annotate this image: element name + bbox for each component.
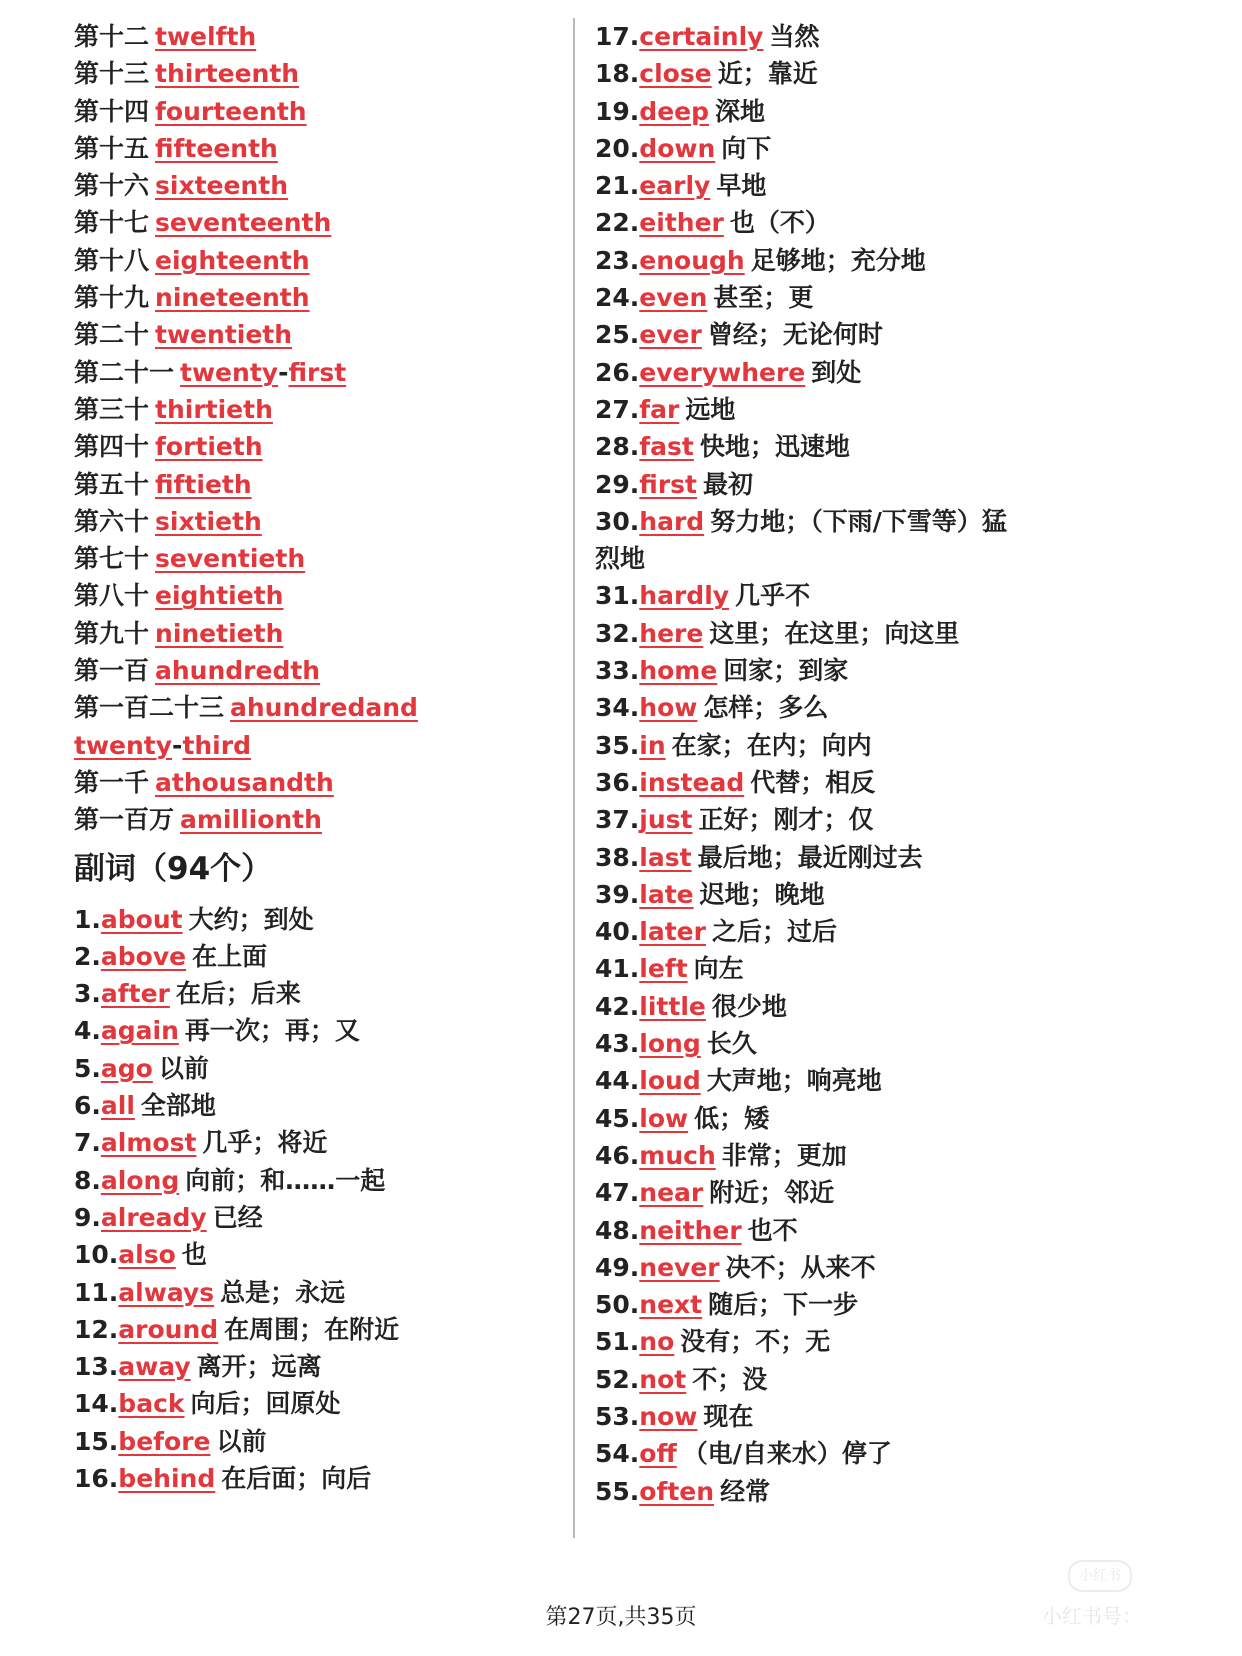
- english-term: again: [100, 1016, 179, 1046]
- english-term: thirtieth: [155, 394, 273, 424]
- ordinal-row: [74, 130, 544, 167]
- item-number: 51.: [595, 1327, 640, 1357]
- english-term: how: [639, 693, 698, 723]
- english-term: next: [639, 1290, 703, 1320]
- english-term: before: [118, 1426, 211, 1456]
- item-number: 35.: [595, 730, 640, 760]
- item-number: 31.: [595, 581, 640, 611]
- english-term: around: [118, 1314, 219, 1344]
- item-number: 48.: [595, 1215, 640, 1245]
- adverb-row: [74, 1124, 544, 1161]
- english-term: back: [118, 1389, 185, 1419]
- adverb-row: [595, 466, 1155, 503]
- chinese-meaning: 曾经；无论何时: [707, 320, 883, 350]
- ordinal-row: [74, 55, 544, 92]
- adverb-row: [595, 839, 1155, 876]
- chinese-term: 第一百: [74, 656, 150, 686]
- chinese-meaning: 经常: [720, 1476, 771, 1506]
- chinese-meaning: 迟地；晚地: [699, 879, 825, 909]
- english-term: along: [100, 1165, 180, 1195]
- item-number: 12.: [74, 1314, 119, 1344]
- chinese-meaning: 现在: [703, 1401, 754, 1431]
- chinese-meaning: 到处: [811, 357, 862, 387]
- english-term: low: [639, 1103, 689, 1133]
- adverb-row: [74, 1274, 544, 1311]
- english-term: seventeenth: [155, 208, 332, 238]
- chinese-meaning: 快地；迅速地: [699, 432, 850, 462]
- item-number: 4.: [74, 1016, 101, 1046]
- item-number: 37.: [595, 805, 640, 835]
- english-term: almost: [100, 1128, 197, 1158]
- chinese-term: 第八十: [74, 581, 150, 611]
- chinese-term: 第二十: [74, 320, 150, 350]
- section-heading: 副词（94个）: [74, 850, 273, 887]
- chinese-term: 第二十一: [74, 357, 175, 387]
- item-number: 22.: [595, 208, 640, 238]
- adverb-row: [595, 1286, 1155, 1323]
- english-term: also: [118, 1240, 176, 1270]
- item-number: 32.: [595, 618, 640, 648]
- chinese-meaning: 在家；在内；向内: [671, 730, 872, 760]
- chinese-meaning: 最后地；最近刚过去: [697, 842, 923, 872]
- english-term: first: [639, 469, 697, 499]
- english-term: hardly: [639, 581, 730, 611]
- english-term: fortieth: [155, 432, 263, 462]
- english-term: all: [100, 1091, 135, 1121]
- ordinal-row: [74, 242, 544, 279]
- adverb-row: [595, 204, 1155, 241]
- item-number: 34.: [595, 693, 640, 723]
- adverb-row: [595, 1100, 1155, 1137]
- english-term: twentieth: [155, 320, 293, 350]
- chinese-meaning: 没有；不；无: [680, 1327, 831, 1357]
- english-term: just: [639, 805, 693, 835]
- chinese-meaning: 怎样；多么: [703, 693, 829, 723]
- chinese-meaning: 也（不）: [729, 208, 830, 238]
- item-number: 17.: [595, 22, 640, 51]
- chinese-meaning: 也: [181, 1240, 207, 1270]
- english-term: first: [288, 357, 347, 387]
- english-term: everywhere: [639, 357, 806, 387]
- adverb-row: [74, 1162, 544, 1199]
- ordinal-row: [74, 503, 544, 540]
- adverb-row: [595, 615, 1155, 652]
- chinese-meaning: 这里；在这里；向这里: [709, 618, 960, 648]
- chinese-meaning: 再一次；再；又: [184, 1016, 360, 1046]
- adverb-row: [74, 1423, 544, 1460]
- item-number: 36.: [595, 767, 640, 797]
- english-term: about: [100, 904, 183, 934]
- adverb-row: [595, 801, 1155, 838]
- english-term: instead: [639, 767, 745, 797]
- chinese-meaning: 也不: [747, 1215, 798, 1245]
- chinese-meaning: 几乎；将近: [202, 1128, 328, 1158]
- adverb-row: [74, 1050, 544, 1087]
- chinese-meaning: 离开；远离: [196, 1352, 322, 1382]
- chinese-term: 第一百万: [74, 805, 175, 835]
- chinese-meaning: 在上面: [192, 941, 268, 971]
- english-term: here: [639, 618, 704, 648]
- adverb-row: [74, 1460, 544, 1497]
- adverb-row: [74, 901, 544, 938]
- chinese-meaning: 深地: [715, 96, 766, 126]
- item-number: 40.: [595, 917, 640, 947]
- english-term: not: [639, 1364, 687, 1394]
- english-term: above: [100, 941, 187, 971]
- chinese-meaning: 最初: [703, 469, 754, 499]
- item-number: 33.: [595, 656, 640, 686]
- english-term: now: [639, 1401, 698, 1431]
- english-term: last: [639, 842, 692, 872]
- english-term: already: [100, 1202, 207, 1232]
- item-number: 54.: [595, 1439, 640, 1469]
- chinese-term: 第一百二十三: [74, 693, 225, 723]
- english-term: twenty: [180, 357, 279, 387]
- english-term: either: [639, 208, 724, 238]
- english-term: often: [639, 1476, 715, 1506]
- item-number: 1.: [74, 904, 101, 934]
- adverb-row-continued: [595, 540, 1155, 577]
- item-number: 39.: [595, 879, 640, 909]
- adverb-row: [595, 876, 1155, 913]
- watermark-logo: 小红书: [1068, 1560, 1132, 1592]
- chinese-term: 第十四: [74, 96, 150, 126]
- chinese-meaning: 正好；刚才；仅: [698, 805, 874, 835]
- item-number: 38.: [595, 842, 640, 872]
- english-term: little: [639, 991, 706, 1021]
- adverb-row: [595, 1361, 1155, 1398]
- chinese-meaning: 以前: [158, 1053, 209, 1083]
- english-term: ahundredand: [230, 693, 418, 723]
- watermark-text: 小红书号：: [1042, 1604, 1142, 1628]
- item-number: 30.: [595, 506, 640, 536]
- chinese-meaning: 向前；和……一起: [185, 1165, 386, 1195]
- item-number: 21.: [595, 171, 640, 201]
- adverb-row: [595, 1137, 1155, 1174]
- english-term: after: [100, 979, 170, 1009]
- english-term: early: [639, 171, 711, 201]
- ordinal-row: [74, 167, 544, 204]
- item-number: 16.: [74, 1463, 119, 1493]
- chinese-meaning: 早地: [716, 171, 767, 201]
- adverb-row: [595, 689, 1155, 726]
- ordinal-row: [74, 18, 544, 55]
- ordinal-row: [74, 764, 544, 801]
- english-term: ever: [639, 320, 702, 350]
- adverb-row: [74, 1385, 544, 1422]
- adverb-row: [74, 1311, 544, 1348]
- chinese-meaning: 以前: [216, 1426, 267, 1456]
- adverb-row: [595, 242, 1155, 279]
- chinese-term: 第十五: [74, 133, 150, 163]
- chinese-term: 第十六: [74, 171, 150, 201]
- chinese-meaning: 在后；后来: [175, 979, 301, 1009]
- english-term: certainly: [639, 22, 764, 51]
- ordinal-row: [74, 801, 544, 838]
- adverb-row: [595, 391, 1155, 428]
- adverb-row: [74, 1199, 544, 1236]
- english-term: left: [639, 954, 688, 984]
- chinese-term: 第十二: [74, 22, 150, 51]
- chinese-meaning: 向下: [721, 133, 772, 163]
- item-number: 23.: [595, 245, 640, 275]
- right-column: [595, 18, 1155, 1510]
- english-term: nineteenth: [155, 283, 310, 313]
- chinese-meaning: 长久: [706, 1029, 757, 1059]
- chinese-term: 第七十: [74, 544, 150, 574]
- adverb-row: [595, 428, 1155, 465]
- item-number: 3.: [74, 979, 101, 1009]
- chinese-term: 第十三: [74, 59, 150, 89]
- item-number: 47.: [595, 1178, 640, 1208]
- chinese-meaning: 代替；相反: [750, 767, 876, 797]
- chinese-term: 第十七: [74, 208, 150, 238]
- adverb-row: [595, 354, 1155, 391]
- english-term: never: [639, 1252, 720, 1282]
- chinese-meaning: 远地: [685, 394, 736, 424]
- english-term: no: [639, 1327, 675, 1357]
- adverb-row: [595, 950, 1155, 987]
- ordinal-row: [74, 689, 544, 726]
- item-number: 26.: [595, 357, 640, 387]
- english-term: eightieth: [155, 581, 284, 611]
- item-number: 44.: [595, 1066, 640, 1096]
- chinese-meaning: 随后；下一步: [708, 1290, 859, 1320]
- english-term: eighteenth: [155, 245, 310, 275]
- item-number: 55.: [595, 1476, 640, 1506]
- chinese-meaning: 近；靠近: [717, 59, 818, 89]
- adverb-row: [595, 1398, 1155, 1435]
- item-number: 46.: [595, 1140, 640, 1170]
- item-number: 41.: [595, 954, 640, 984]
- adverb-row: [595, 1473, 1155, 1510]
- column-divider: [573, 18, 575, 1538]
- adverb-row: [74, 1012, 544, 1049]
- item-number: 25.: [595, 320, 640, 350]
- english-term: fast: [639, 432, 694, 462]
- chinese-term: 第一千: [74, 767, 150, 797]
- chinese-meaning: 努力地；（下雨/下雪等）猛: [710, 506, 1007, 536]
- chinese-meaning: 非常；更加: [721, 1140, 847, 1170]
- item-number: 5.: [74, 1053, 101, 1083]
- adverb-row: [595, 1174, 1155, 1211]
- adverb-row: [74, 1087, 544, 1124]
- item-number: 20.: [595, 133, 640, 163]
- chinese-term: 第九十: [74, 618, 150, 648]
- item-number: 7.: [74, 1128, 101, 1158]
- english-term: fourteenth: [155, 96, 307, 126]
- item-number: 14.: [74, 1389, 119, 1419]
- item-number: 42.: [595, 991, 640, 1021]
- chinese-meaning: 几乎不: [735, 581, 811, 611]
- ordinal-row: [74, 316, 544, 353]
- item-number: 50.: [595, 1290, 640, 1320]
- item-number: 28.: [595, 432, 640, 462]
- english-term: behind: [118, 1463, 216, 1493]
- chinese-term: 第十八: [74, 245, 150, 275]
- adverb-row: [595, 55, 1155, 92]
- english-term: home: [639, 656, 718, 686]
- ordinal-row: [74, 540, 544, 577]
- chinese-meaning: 足够地；充分地: [750, 245, 926, 275]
- chinese-meaning: 总是；永远: [220, 1277, 346, 1307]
- ordinal-row: [74, 354, 544, 391]
- adverb-row: [595, 1435, 1155, 1472]
- chinese-meaning: 烈地: [595, 544, 646, 574]
- english-term: ago: [100, 1053, 153, 1083]
- english-term: thirteenth: [155, 59, 300, 89]
- english-term: fiftieth: [155, 469, 252, 499]
- adverb-row: [74, 1236, 544, 1273]
- item-number: 9.: [74, 1202, 101, 1232]
- chinese-meaning: 全部地: [140, 1091, 216, 1121]
- item-number: 10.: [74, 1240, 119, 1270]
- item-number: 53.: [595, 1401, 640, 1431]
- chinese-meaning: 大声地；响亮地: [706, 1066, 882, 1096]
- chinese-meaning: 很少地: [711, 991, 787, 1021]
- item-number: 18.: [595, 59, 640, 89]
- chinese-meaning: 附近；邻近: [709, 1178, 835, 1208]
- ordinal-row: [74, 279, 544, 316]
- english-term: close: [639, 59, 712, 89]
- english-term: athousandth: [155, 767, 334, 797]
- adverb-row: [595, 913, 1155, 950]
- english-term: later: [639, 917, 706, 947]
- english-term: in: [639, 730, 666, 760]
- adverb-row: [595, 652, 1155, 689]
- ordinal-row: [74, 652, 544, 689]
- adverb-row: [595, 503, 1155, 540]
- english-term: deep: [639, 96, 709, 126]
- adverb-row: [595, 1323, 1155, 1360]
- english-term: neither: [639, 1215, 742, 1245]
- english-term: even: [639, 283, 708, 313]
- english-term: ahundredth: [155, 656, 321, 686]
- english-term: far: [639, 394, 680, 424]
- adverb-row: [595, 577, 1155, 614]
- item-number: 11.: [74, 1277, 119, 1307]
- english-term: third: [182, 730, 251, 760]
- item-number: 13.: [74, 1352, 119, 1382]
- chinese-meaning: （电/自来水）停了: [682, 1439, 892, 1469]
- english-term: twenty: [74, 730, 173, 760]
- adverb-row: [595, 988, 1155, 1025]
- adverb-row: [595, 727, 1155, 764]
- chinese-term: 第十九: [74, 283, 150, 313]
- adverb-row: [595, 1249, 1155, 1286]
- item-number: 27.: [595, 394, 640, 424]
- left-column: [74, 18, 544, 1497]
- item-number: 52.: [595, 1364, 640, 1394]
- chinese-meaning: 之后；过后: [711, 917, 837, 947]
- page-number: 第27页,共35页: [545, 1605, 697, 1630]
- ordinal-row: [74, 93, 544, 130]
- chinese-meaning: 向左: [693, 954, 744, 984]
- ordinal-row: [74, 577, 544, 614]
- item-number: 29.: [595, 469, 640, 499]
- adverb-row: [595, 18, 1155, 55]
- adverb-row: [74, 938, 544, 975]
- item-number: 6.: [74, 1091, 101, 1121]
- ordinal-row: [74, 466, 544, 503]
- chinese-term: 第六十: [74, 506, 150, 536]
- adverb-row: [595, 93, 1155, 130]
- chinese-meaning: 在周围；在附近: [224, 1314, 400, 1344]
- ordinal-row: [74, 428, 544, 465]
- chinese-meaning: 当然: [769, 22, 820, 51]
- chinese-meaning: 低；矮: [694, 1103, 770, 1133]
- ordinal-row: [74, 204, 544, 241]
- english-term: down: [639, 133, 716, 163]
- adverb-row: [74, 1348, 544, 1385]
- adverb-row: [74, 975, 544, 1012]
- item-number: 24.: [595, 283, 640, 313]
- chinese-meaning: 向后；回原处: [190, 1389, 341, 1419]
- ordinal-row-continued: [74, 727, 544, 764]
- chinese-meaning: 甚至；更: [713, 283, 814, 313]
- item-number: 45.: [595, 1103, 640, 1133]
- english-term: ninetieth: [155, 618, 284, 648]
- adverb-row: [595, 130, 1155, 167]
- english-term: enough: [639, 245, 745, 275]
- adverb-row: [595, 1212, 1155, 1249]
- adverb-row: [595, 1025, 1155, 1062]
- adverb-row: [595, 316, 1155, 353]
- chinese-meaning: 大约；到处: [188, 904, 314, 934]
- item-number: 15.: [74, 1426, 119, 1456]
- adverb-row: [595, 1062, 1155, 1099]
- item-number: 19.: [595, 96, 640, 126]
- english-term: always: [118, 1277, 215, 1307]
- ordinal-row: [74, 615, 544, 652]
- chinese-meaning: 已经: [212, 1202, 263, 1232]
- chinese-term: 第三十: [74, 394, 150, 424]
- english-term: sixteenth: [155, 171, 288, 201]
- chinese-meaning: 决不；从来不: [725, 1252, 876, 1282]
- english-term: near: [639, 1178, 704, 1208]
- item-number: 2.: [74, 941, 101, 971]
- item-number: 49.: [595, 1252, 640, 1282]
- chinese-meaning: 在后面；向后: [221, 1463, 372, 1493]
- item-number: 43.: [595, 1029, 640, 1059]
- english-term: sixtieth: [155, 506, 262, 536]
- adverb-row: [595, 764, 1155, 801]
- ordinal-row: [74, 391, 544, 428]
- english-term: hard: [639, 506, 705, 536]
- hyphen: -: [172, 730, 183, 760]
- english-term: twelfth: [155, 22, 257, 51]
- chinese-meaning: 不；没: [692, 1364, 768, 1394]
- english-term: seventieth: [155, 544, 306, 574]
- hyphen: -: [278, 357, 289, 387]
- adverb-row: [595, 167, 1155, 204]
- english-term: long: [639, 1029, 701, 1059]
- english-term: off: [639, 1439, 677, 1469]
- english-term: fifteenth: [155, 133, 278, 163]
- chinese-term: 第四十: [74, 432, 150, 462]
- chinese-meaning: 回家；到家: [723, 656, 849, 686]
- adverb-row: [595, 279, 1155, 316]
- english-term: loud: [639, 1066, 701, 1096]
- english-term: away: [118, 1352, 191, 1382]
- chinese-term: 第五十: [74, 469, 150, 499]
- item-number: 8.: [74, 1165, 101, 1195]
- english-term: late: [639, 879, 694, 909]
- english-term: amillionth: [180, 805, 322, 835]
- english-term: much: [639, 1140, 716, 1170]
